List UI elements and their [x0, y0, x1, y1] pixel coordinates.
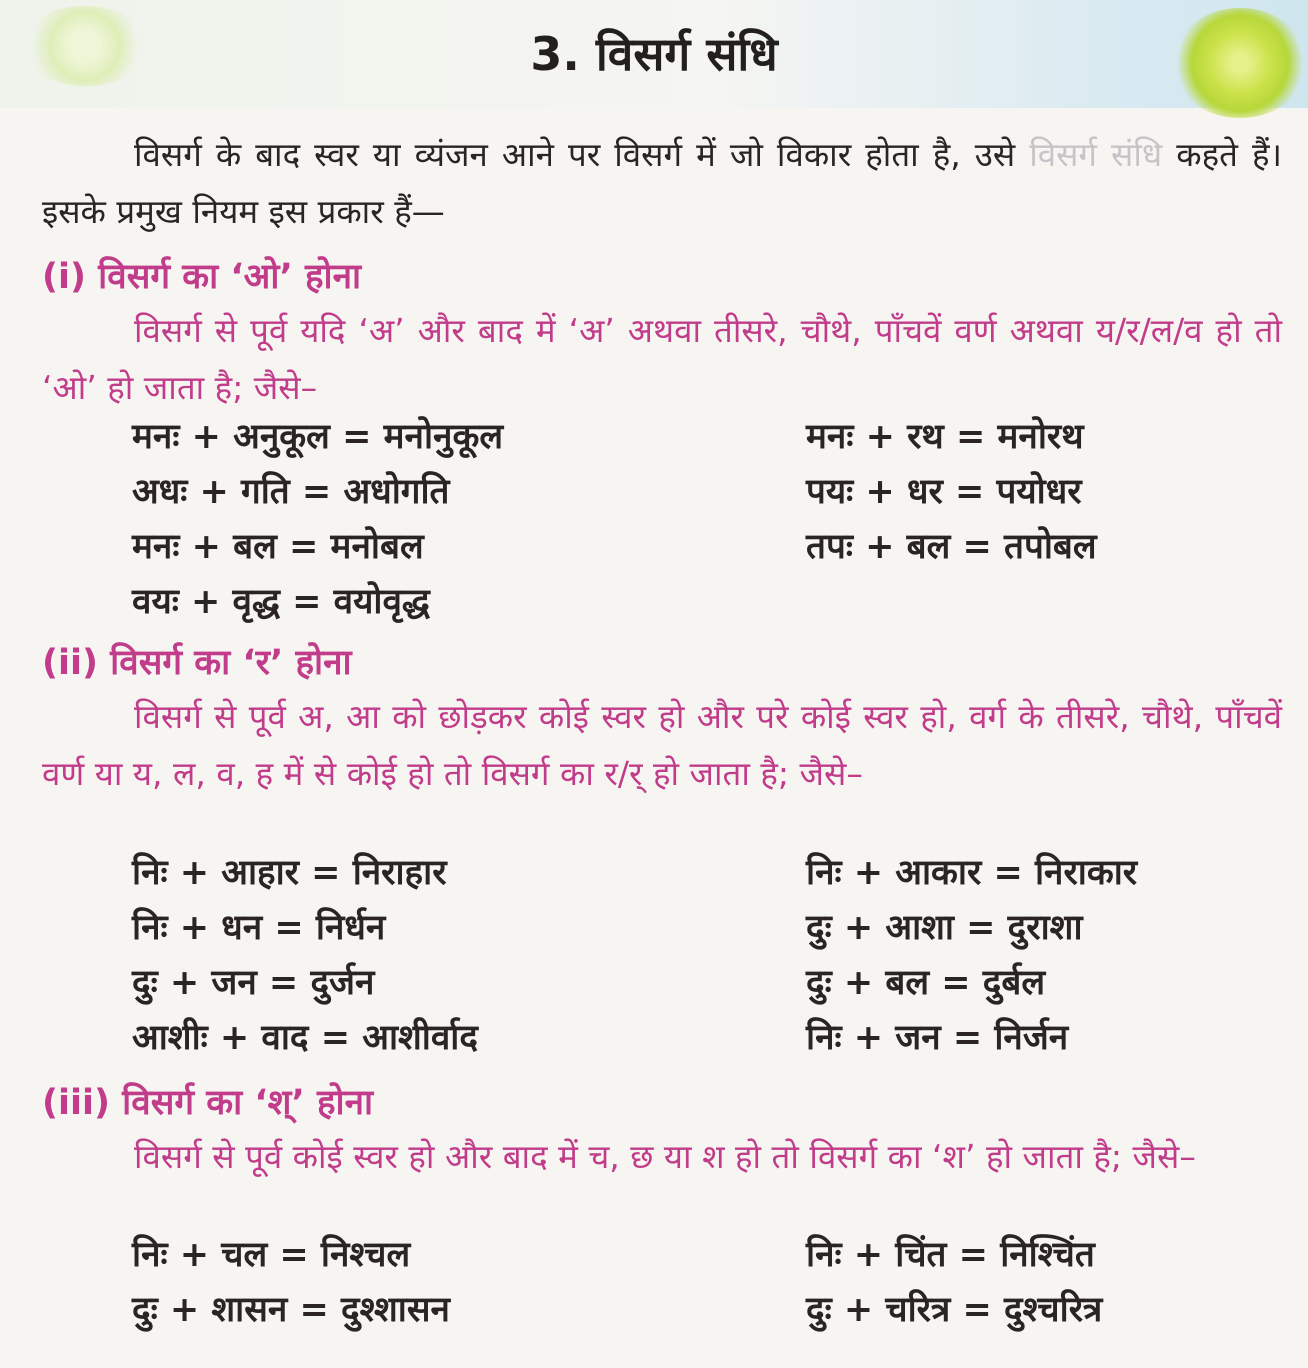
example-1-left-3: मनः + बल = मनोबल [132, 527, 424, 567]
example-3-left-1: निः + चल = निश्चल [132, 1235, 411, 1275]
example-3-right-2: दुः + चरित्र = दुश्चरित्र [806, 1290, 1103, 1330]
example-2-right-4: निः + जन = निर्जन [806, 1018, 1069, 1058]
section-1-heading: (i) विसर्ग का ‘ओ’ होना [42, 257, 362, 297]
example-1-left-4: वयः + वृद्ध = वयोवृद्ध [132, 582, 430, 622]
example-3-left-2: दुः + शासन = दुश्शासन [132, 1290, 450, 1330]
section-1-rule: विसर्ग से पूर्व यदि ‘अ’ और बाद में ‘अ’ अथवा तीसरे, चौथे, पाँचवें वर्ण अथवा य/र/ल/व हो तो ‘ओ’ हो जाता है; जैसे– [42, 311, 1282, 407]
intro-text-2: कहते हैं। इसके प्रमुख नियम इस प्रकार हैं— [42, 135, 1282, 231]
example-2-left-4: आशीः + वाद = आशीर्वाद [132, 1018, 478, 1058]
section-3-rule: विसर्ग से पूर्व कोई स्वर हो और बाद में च, छ या श हो तो विसर्ग का ‘श’ हो जाता है; जैसे– [134, 1137, 1196, 1176]
section-3-heading: (iii) विसर्ग का ‘श्’ होना [42, 1083, 374, 1123]
example-2-left-2: निः + धन = निर्धन [132, 908, 386, 948]
intro-paragraph [42, 126, 1282, 240]
intro-term: विसर्ग संधि [1029, 135, 1163, 174]
section-2-heading: (ii) विसर्ग का ‘र’ होना [42, 643, 352, 683]
page-title: 3. विसर्ग संधि [530, 27, 778, 81]
example-1-right-3: तपः + बल = तपोबल [806, 527, 1097, 567]
example-1-right-2: पयः + धर = पयोधर [806, 472, 1082, 512]
section-2-rule: विसर्ग से पूर्व अ, आ को छोड़कर कोई स्वर हो और परे कोई स्वर हो, वर्ग के तीसरे, चौथे, पाँचवें वर्ण या य, ल, व, ह में से कोई हो तो विसर्ग का र/र् हो जाता है; जैसे– [42, 697, 1282, 793]
example-1-left-2: अधः + गति = अधोगति [132, 472, 450, 512]
example-2-right-3: दुः + बल = दुर्बल [806, 963, 1046, 1003]
example-2-left-3: दुः + जन = दुर्जन [132, 963, 375, 1003]
example-1-right-1: मनः + रथ = मनोरथ [806, 417, 1084, 457]
example-1-left-1: मनः + अनुकूल = मनोनुकूल [132, 417, 504, 457]
example-2-left-1: निः + आहार = निराहार [132, 853, 447, 893]
example-2-right-2: दुः + आशा = दुराशा [806, 908, 1083, 948]
intro-text-1: विसर्ग के बाद स्वर या व्यंजन आने पर विसर्ग में जो विकार होता है, उसे [134, 135, 1016, 174]
example-3-right-1: निः + चिंत = निश्चिंत [806, 1235, 1095, 1275]
example-2-right-1: निः + आकार = निराकार [806, 853, 1138, 893]
